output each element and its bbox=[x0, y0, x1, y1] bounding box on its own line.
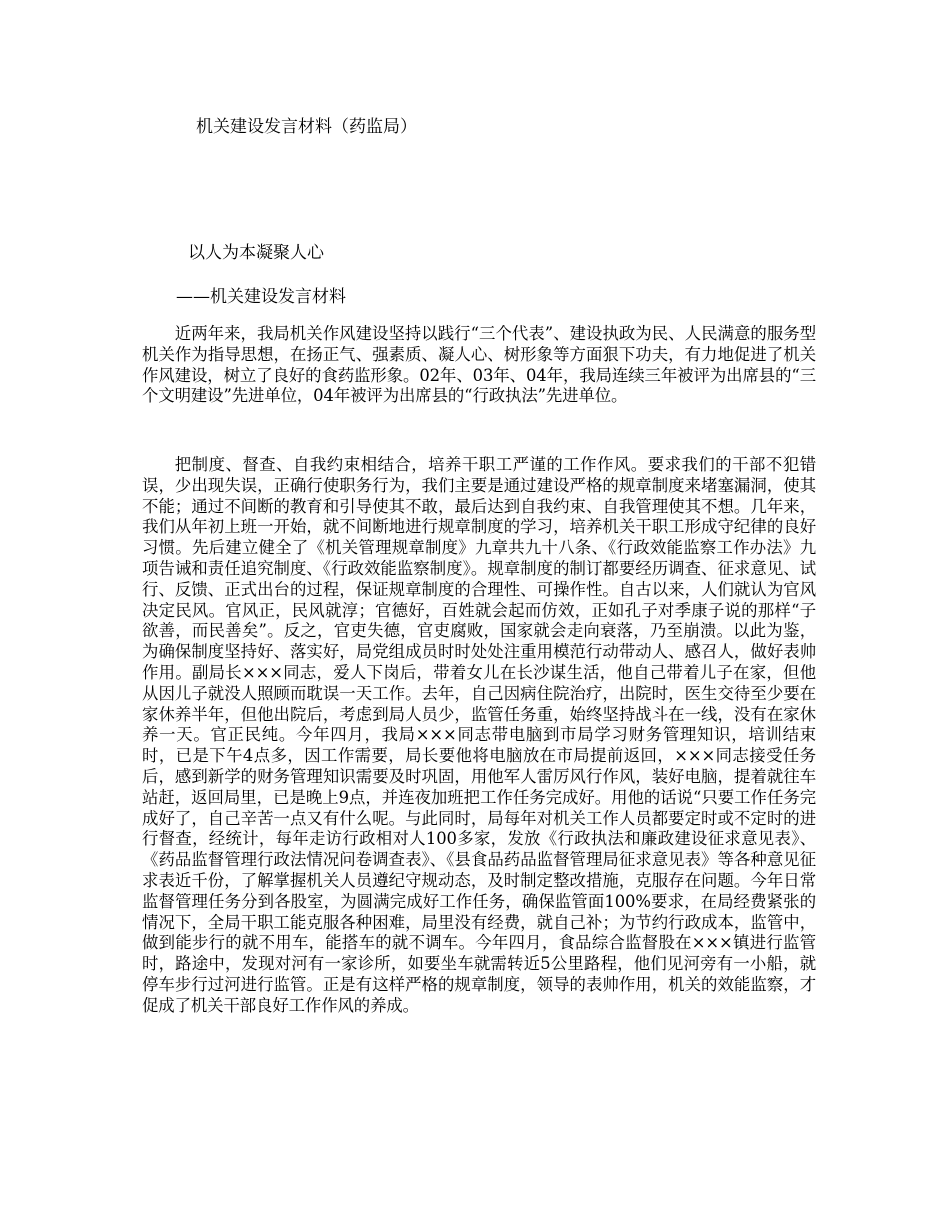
speech-heading: 以人为本凝聚人心 bbox=[188, 243, 324, 263]
speech-subheading: ——机关建设发言材料 bbox=[176, 287, 346, 307]
paragraph-intro: 近两年来，我局机关作风建设坚持以践行“三个代表”、建设执政为民、人民满意的服务型机关作为指导思想，在扬正气、强素质、凝人心、树形象等方面狠下功夫，有力地促进了机关作风建设，树立了良好的食药监形象。02年、03年、04年，我局连续三年被评为出席县的“三个文明建设”先进单位，04年被评为出席县的“行政执法”先进单位。 bbox=[142, 324, 816, 406]
document-title: 机关建设发言材料（药监局） bbox=[196, 117, 417, 137]
paragraph-discipline: 把制度、督查、自我约束相结合，培养干职工严谨的工作作风。要求我们的干部不犯错误，少出现失误，正确行使职务行为，我们主要是通过建设严格的规章制度来堵塞漏洞，使其不能；通过不间断的教育和引导使其不敢，最后达到自我约束、自我管理使其不想。几年来，我们从年初上班一开始，就不间断地进行规章制度的学习，培养机关干职工形成守纪律的良好习惯。先后建立健全了《机关管理规章制度》九章共九十八条、《行政效能监察工作办法》九项告诫和责任追究制度、《行政效能监察制度》。规章制度的制订都要经历调查、征求意见、试行、反馈、正式出台的过程，保证规章制度的合理性、可操作性。自古以来，人们就认为官风决定民风。官风正，民风就淳；官德好，百姓就会起而仿效，正如孔子对季康子说的那样“子欲善，而民善矣”。反之，官吏失德，官吏腐败，国家就会走向衰落，乃至崩溃。以此为鉴，为确保制度坚持好、落实好，局党组成员时时处处注重用模范行动带动人、感召人，做好表帅作用。副局长×××同志，爱人下岗后，带着女儿在长沙谋生活，他自己带着儿子在家，但他从因儿子就没人照顾而耽误一天工作。去年，自己因病住院治疗，出院时，医生交待至少要在家休养半年，但他出院后，考虑到局人员少，监管任务重，始终坚持战斗在一线，没有在家休养一天。官正民纯。今年四月，我局×××同志带电脑到市局学习财务管理知识，培训结束时，已是下午4点多，因工作需要，局长要他将电脑放在市局提前返回，×××同志接受任务后，感到新学的财务管理知识需要及时巩固，用他军人雷厉风行作风，装好电脑，提着就往车站赶，返回局里，已是晚上9点，并连夜加班把工作任务完成好。用他的话说“只要工作任务完成好了，自己辛苦一点又有什么呢。与此同时，局每年对机关工作人员都要定时或不定时的进行督查，经统计，每年走访行政相对人100多家，发放《行政执法和廉政建设征求意见表》、《药品监督管理行政法情况问卷调查表》、《县食品药品监督管理局征求意见表》等各种意见征求表近千份，了解掌握机关人员遵纪守规动态，及时制定整改措施，克服存在问题。今年日常监督管理任务分到各股室，为圆满完成好工作任务，确保监管面100%要求，在局经费紧张的情况下，全局干职工能克服各种困难，局里没有经费，就自己补；为节约行政成本，监管中，做到能步行的就不用车，能搭车的就不调车。今年四月，食品综合监督股在×××镇进行监管时，路途中，发现对河有一家诊所，如要坐车就需转近5公里路程，他们见河旁有一小船，就停车步行过河进行监管。正是有这样严格的规章制度，领导的表帅作用，机关的效能监察，才促成了机关干部良好工作作风的养成。 bbox=[142, 455, 816, 1015]
